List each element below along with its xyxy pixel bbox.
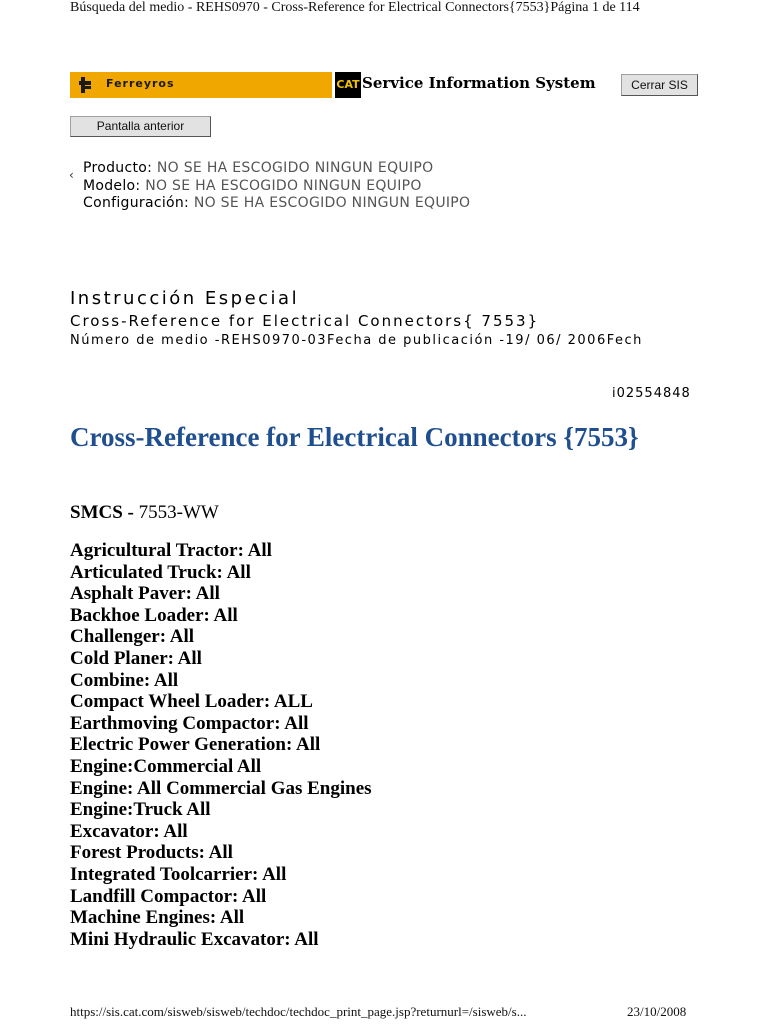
list-item: Asphalt Paver: All bbox=[70, 583, 220, 605]
print-header: Búsqueda del medio - REHS0970 - Cross-Reference for Electrical Connectors{7553}Página 1 de 114 bbox=[70, 0, 640, 15]
ferreyros-mark-icon bbox=[79, 77, 93, 93]
cat-logo: CAT bbox=[335, 72, 361, 98]
model-value: NO SE HA ESCOGIDO NINGUN EQUIPO bbox=[145, 177, 422, 194]
list-item: Engine:Commercial All bbox=[70, 755, 262, 777]
smcs-value: 7553-WW bbox=[138, 502, 219, 523]
chevron-left-icon[interactable]: ‹ bbox=[69, 168, 74, 182]
close-sis-button[interactable]: Cerrar SIS bbox=[621, 74, 698, 96]
equipment-filters bbox=[83, 160, 483, 213]
smcs-label: SMCS - bbox=[70, 502, 134, 523]
footer-url[interactable]: https://sis.cat.com/sisweb/sisweb/techdoc/techdoc_print_page.jsp?returnurl=/sisweb/s... bbox=[70, 1004, 527, 1019]
list-item: Forest Products: All bbox=[70, 842, 233, 864]
media-info: Número de medio -REHS0970-03Fecha de publicación -19/ 06/ 2006Fech bbox=[70, 333, 643, 348]
document-subtitle: Cross-Reference for Electrical Connectors{ 7553} bbox=[70, 312, 540, 330]
list-item: Challenger: All bbox=[70, 626, 195, 648]
product-value: NO SE HA ESCOGIDO NINGUN EQUIPO bbox=[156, 160, 434, 176]
list-item: Machine Engines: All bbox=[70, 907, 245, 929]
list-item: Integrated Toolcarrier: All bbox=[70, 863, 287, 885]
product-filter bbox=[83, 160, 483, 178]
list-item: Engine: All Commercial Gas Engines bbox=[70, 777, 372, 799]
list-item: Compact Wheel Loader: ALL bbox=[70, 691, 313, 713]
list-item: Cold Planer: All bbox=[70, 647, 202, 669]
list-item: Earthmoving Compactor: All bbox=[70, 712, 309, 734]
page-title: Cross-Reference for Electrical Connectors {7553} bbox=[70, 422, 639, 452]
list-item: Agricultural Tractor: All bbox=[70, 540, 272, 561]
dealer-logo bbox=[70, 72, 332, 98]
list-item: Landfill Compactor: All bbox=[70, 885, 267, 907]
system-title: Service Information System bbox=[362, 74, 596, 92]
document-id: i02554848 bbox=[612, 386, 691, 401]
smcs-code bbox=[70, 502, 219, 524]
list-item: Backhoe Loader: All bbox=[70, 604, 238, 626]
previous-screen-button[interactable]: Pantalla anterior bbox=[70, 116, 211, 137]
dealer-logo-text: Ferreyros bbox=[106, 77, 175, 90]
list-item: Mini Hydraulic Excavator: All bbox=[70, 928, 319, 950]
model-label: Modelo: bbox=[83, 177, 141, 194]
document-type: Instrucción Especial bbox=[70, 288, 300, 309]
list-item: Engine:Truck All bbox=[70, 799, 211, 821]
configuration-filter bbox=[83, 195, 483, 213]
product-label: Producto: bbox=[83, 160, 153, 176]
model-filter bbox=[83, 178, 483, 196]
list-item: Articulated Truck: All bbox=[70, 561, 251, 583]
configuration-label: Configuración: bbox=[83, 195, 190, 211]
list-item: Combine: All bbox=[70, 669, 179, 691]
list-item: Electric Power Generation: All bbox=[70, 734, 321, 756]
sis-banner bbox=[70, 72, 698, 98]
configuration-value: NO SE HA ESCOGIDO NINGUN EQUIPO bbox=[193, 195, 471, 211]
list-item: Excavator: All bbox=[70, 820, 188, 842]
footer-date: 23/10/2008 bbox=[627, 1004, 687, 1019]
product-list bbox=[70, 540, 372, 950]
